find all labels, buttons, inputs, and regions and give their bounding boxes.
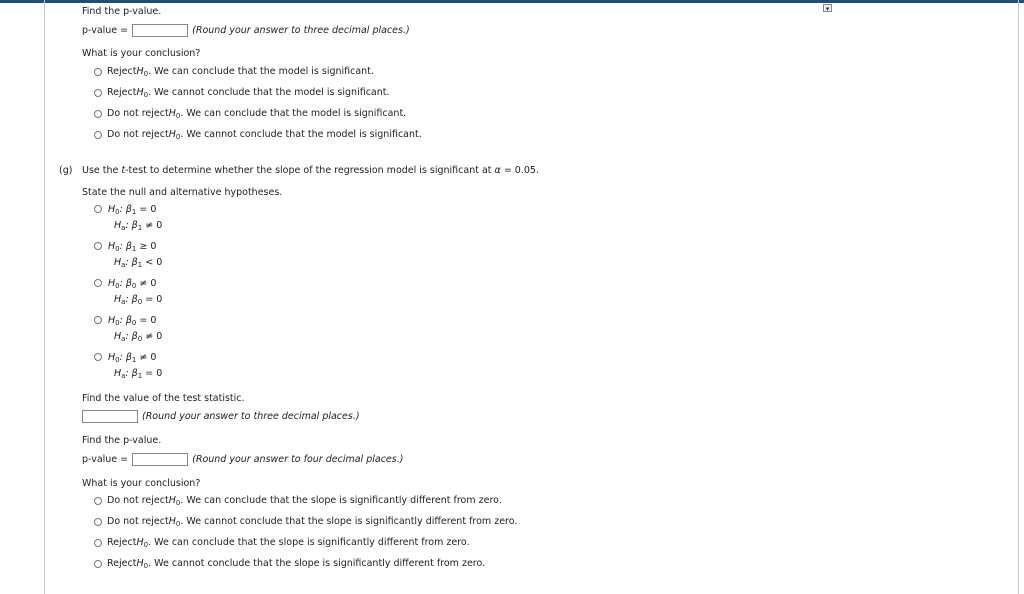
p-value-label: p-value =	[82, 454, 129, 465]
conclusion-option-1[interactable]	[94, 66, 374, 77]
radio-icon[interactable]	[94, 242, 102, 250]
option-text: Reject	[107, 558, 137, 569]
slope-conclusion-option-3[interactable]	[94, 537, 470, 548]
option-text: Do not reject	[107, 495, 169, 506]
h-symbol: H	[168, 516, 176, 527]
h0-line: $H_0$: $\beta_1 \ne 0$	[108, 352, 157, 364]
conclusion-option-4[interactable]	[94, 129, 422, 140]
h-subscript: 0	[175, 498, 181, 507]
dropdown-icon[interactable]: ▾	[823, 4, 832, 12]
p-value-input[interactable]	[132, 24, 188, 37]
h-subscript: 0	[175, 519, 181, 528]
option-text: Reject	[107, 87, 137, 98]
radio-icon[interactable]	[94, 279, 102, 287]
frame-border-left	[44, 0, 45, 594]
ha-line: $H_a$: $\beta_1 = 0$	[114, 368, 163, 380]
test-statistic-row	[82, 410, 360, 423]
alpha-symbol: α	[494, 165, 501, 176]
h-subscript: 0	[143, 561, 149, 570]
h-subscript: 0	[143, 540, 149, 549]
option-text: Do not reject	[107, 129, 169, 140]
h-symbol: H	[136, 537, 144, 548]
p-value-hint-g: (Round your answer to four decimal places.)	[192, 454, 404, 465]
option-text: . We can conclude that the slope is significantly different from zero.	[148, 537, 470, 548]
slope-conclusion-option-4[interactable]	[94, 558, 485, 569]
p-value-hint: (Round your answer to three decimal places.)	[192, 25, 410, 36]
h-subscript: 0	[143, 69, 149, 78]
h0-line: $H_0$: $\beta_0 = 0$	[108, 315, 157, 327]
h-subscript: 0	[175, 132, 181, 141]
radio-icon[interactable]	[94, 205, 102, 213]
p-value-row-g	[82, 453, 403, 466]
question-text: -test to determine whether the slope of the regression model is significant at	[125, 165, 495, 176]
option-text: . We cannot conclude that the model is significant.	[148, 87, 390, 98]
radio-icon[interactable]	[94, 89, 102, 97]
option-text: . We can conclude that the model is significant.	[148, 66, 374, 77]
option-text: Do not reject	[107, 516, 169, 527]
slope-conclusion-option-1[interactable]	[94, 495, 502, 506]
question-text: Use the	[82, 165, 122, 176]
question-text: = 0.05.	[500, 165, 539, 176]
conclusion-option-2[interactable]	[94, 87, 390, 98]
radio-icon[interactable]	[94, 316, 102, 324]
find-p-value-label-g: Find the p-value.	[82, 435, 162, 446]
p-value-row	[82, 24, 410, 37]
radio-icon[interactable]	[94, 560, 102, 568]
p-value-input-g[interactable]	[132, 453, 188, 466]
option-text: . We cannot conclude that the slope is significantly different from zero.	[148, 558, 486, 569]
h0-line: $H_0$: $\beta_1 = 0$	[108, 204, 157, 216]
ha-line: $H_a$: $\beta_0 = 0$	[114, 294, 163, 306]
radio-icon[interactable]	[94, 131, 102, 139]
option-text: Reject	[107, 66, 137, 77]
h-symbol: H	[168, 108, 176, 119]
radio-icon[interactable]	[94, 518, 102, 526]
conclusion-option-3[interactable]	[94, 108, 406, 119]
h-symbol: H	[136, 87, 144, 98]
question-t: t	[121, 165, 126, 176]
h-symbol: H	[168, 495, 176, 506]
find-p-value-label: Find the p-value.	[82, 6, 162, 17]
h-subscript: 0	[143, 90, 149, 99]
option-text: Do not reject	[107, 108, 169, 119]
h0-line: $H_0$: $\beta_0 \ne 0$	[108, 278, 157, 290]
state-hypotheses-label: State the null and alternative hypotheses.	[82, 187, 283, 198]
radio-icon[interactable]	[94, 497, 102, 505]
slope-conclusion-option-2[interactable]	[94, 516, 517, 527]
ha-line: $H_a$: $\beta_1 < 0$	[114, 257, 163, 269]
top-bar	[0, 0, 1024, 3]
option-text: . We can conclude that the model is significant.	[180, 108, 407, 119]
find-test-statistic-label: Find the value of the test statistic.	[82, 393, 245, 404]
conclusion-question: What is your conclusion?	[82, 48, 201, 59]
p-value-label: p-value =	[82, 25, 129, 36]
conclusion-question-g: What is your conclusion?	[82, 478, 201, 489]
option-text: . We cannot conclude that the slope is significantly different from zero.	[180, 516, 518, 527]
part-g-question	[82, 165, 539, 176]
h0-line: $H_0$: $\beta_1 \ge 0$	[108, 241, 157, 253]
ha-line: $H_a$: $\beta_0 \ne 0$	[114, 331, 163, 343]
h-subscript: 0	[175, 111, 181, 120]
radio-icon[interactable]	[94, 353, 102, 361]
radio-icon[interactable]	[94, 110, 102, 118]
radio-icon[interactable]	[94, 539, 102, 547]
radio-icon[interactable]	[94, 68, 102, 76]
option-text: . We cannot conclude that the model is significant.	[180, 129, 422, 140]
test-statistic-input[interactable]	[82, 410, 138, 423]
h-symbol: H	[168, 129, 176, 140]
frame-border-right	[1018, 0, 1019, 594]
test-statistic-hint: (Round your answer to three decimal places.)	[142, 411, 360, 422]
ha-line: $H_a$: $\beta_1 \ne 0$	[114, 220, 163, 232]
part-g-label: (g)	[59, 165, 73, 176]
h-symbol: H	[136, 558, 144, 569]
h-symbol: H	[136, 66, 144, 77]
option-text: . We can conclude that the slope is significantly different from zero.	[180, 495, 502, 506]
option-text: Reject	[107, 537, 137, 548]
